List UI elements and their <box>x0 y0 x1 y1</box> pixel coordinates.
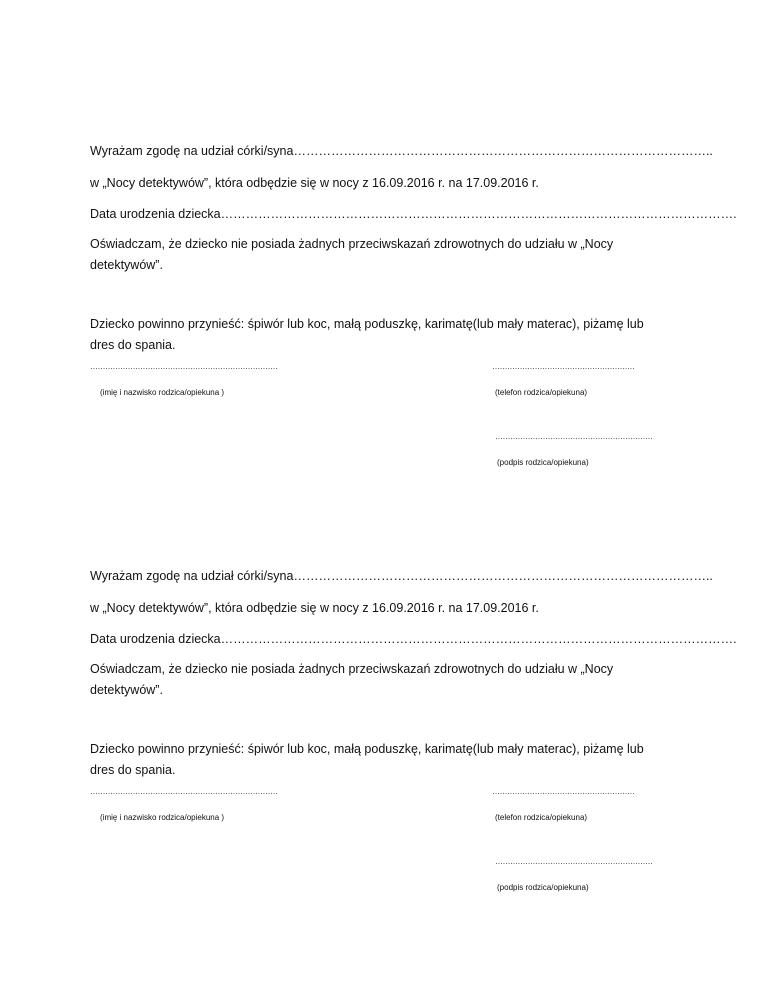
name-dotted-line: ………………………………………………………………… <box>90 787 278 796</box>
health-declaration: Oświadczam, że dziecko nie posiada żadnych przeciwskazań zdrowotnych do udziału w „Nocy detektywów”. <box>90 237 614 272</box>
consent-line: Wyrażam zgodę na udział córki/syna……………………………………………………………………………………….. <box>90 144 713 158</box>
birth-date-line: Data urodzenia dziecka……………………………………………………………………………………………………………. <box>90 632 737 646</box>
consent-line: Wyrażam zgodę na udział córki/syna……………………………………………………………………………………….. <box>90 569 713 583</box>
items-to-bring: Dziecko powinno przynieść: śpiwór lub koc, małą poduszkę, karimatę(lub mały materac), piżamę lub dres do spania. <box>90 742 644 777</box>
signature-label: (podpis rodzica/opiekuna) <box>497 458 589 467</box>
phone-dotted-line: ………………………………………………… <box>492 787 635 796</box>
health-declaration: Oświadczam, że dziecko nie posiada żadnych przeciwskazań zdrowotnych do udziału w „Nocy detektywów”. <box>90 662 614 697</box>
event-line: w „Nocy detektywów”, która odbędzie się w nocy z 16.09.2016 r. na 17.09.2016 r. <box>90 176 539 190</box>
name-dotted-line: ………………………………………………………………… <box>90 362 278 371</box>
event-line: w „Nocy detektywów”, która odbędzie się w nocy z 16.09.2016 r. na 17.09.2016 r. <box>90 601 539 615</box>
phone-dotted-line: ………………………………………………… <box>492 362 635 371</box>
items-to-bring: Dziecko powinno przynieść: śpiwór lub koc, małą poduszkę, karimatę(lub mały materac), piżamę lub dres do spania. <box>90 317 644 352</box>
signature-dotted-line: ……………………………………………………… <box>495 857 653 866</box>
signature-dotted-line: ……………………………………………………… <box>495 432 653 441</box>
name-label: (imię i nazwisko rodzica/opiekuna ) <box>100 388 225 397</box>
name-label: (imię i nazwisko rodzica/opiekuna ) <box>100 813 225 822</box>
phone-label: (telefon rodzica/opiekuna) <box>495 388 588 397</box>
signature-label: (podpis rodzica/opiekuna) <box>497 883 589 892</box>
phone-label: (telefon rodzica/opiekuna) <box>495 813 588 822</box>
birth-date-line: Data urodzenia dziecka……………………………………………………………………………………………………………. <box>90 207 737 221</box>
